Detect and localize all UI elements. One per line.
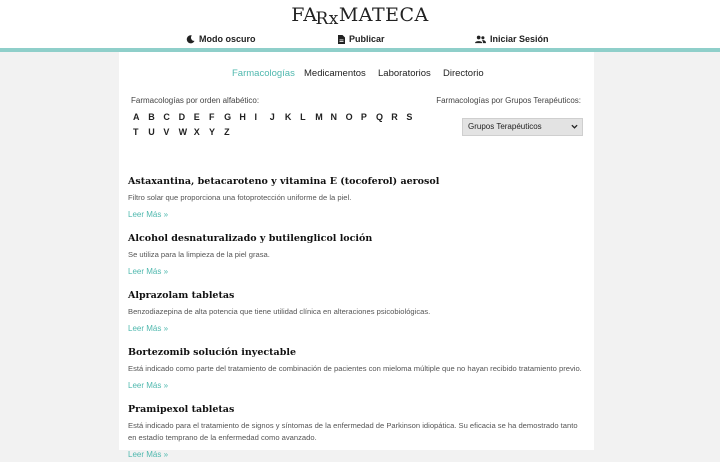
tab-laboratorios[interactable]: Laboratorios	[378, 68, 431, 79]
read-more-link[interactable]: Leer Más »	[128, 381, 169, 390]
letter-v[interactable]: V	[163, 127, 170, 137]
letter-d[interactable]: D	[178, 112, 186, 122]
letter-f[interactable]: F	[208, 112, 215, 122]
letter-h[interactable]: H	[239, 112, 246, 122]
site-header	[0, 0, 720, 52]
publish-button[interactable]	[338, 34, 385, 44]
tab-medicamentos[interactable]: Medicamentos	[304, 68, 366, 79]
login-button[interactable]	[475, 34, 549, 44]
letter-u[interactable]: U	[148, 127, 155, 137]
letter-c[interactable]: C	[163, 112, 170, 122]
entry-title[interactable]: Pramipexol tabletas	[128, 404, 235, 415]
letter-o[interactable]: O	[345, 112, 353, 122]
logo-rx-mark: Rx	[315, 9, 339, 29]
entry-title[interactable]: Astaxantina, betacaroteno y vitamina E (tocoferol) aerosol	[128, 176, 440, 187]
main-content	[119, 52, 594, 459]
letter-t[interactable]: T	[133, 127, 139, 137]
login-label: Iniciar Sesión	[490, 34, 549, 44]
alphabet-index	[133, 112, 433, 142]
users-icon	[475, 35, 486, 44]
letter-j[interactable]: J	[269, 112, 275, 122]
letter-w[interactable]: W	[178, 127, 188, 137]
letter-e[interactable]: E	[193, 112, 200, 122]
group-filter-label: Farmacologías por Grupos Terapéuticos:	[436, 96, 581, 105]
alphabet-row-1	[133, 112, 433, 126]
moon-icon	[186, 35, 195, 44]
list-item	[128, 347, 588, 393]
letter-x[interactable]: X	[193, 127, 200, 137]
entry-description: Benzodiazepina de alta potencia que tiene utilidad clínica en alteraciones psicobiológicas.	[128, 307, 431, 316]
letter-z[interactable]: Z	[224, 127, 230, 137]
read-more-link[interactable]: Leer Más »	[128, 210, 169, 219]
list-item	[128, 176, 588, 222]
read-more-link[interactable]: Leer Más »	[128, 450, 169, 459]
entry-title[interactable]: Bortezomib solución inyectable	[128, 347, 296, 358]
letter-a[interactable]: A	[133, 112, 140, 122]
entry-title[interactable]: Alprazolam tabletas	[128, 290, 235, 301]
alphabet-row-2	[133, 127, 433, 141]
alphabet-filter-label: Farmacologías por orden alfabético:	[131, 96, 260, 105]
letter-i[interactable]: I	[254, 112, 258, 122]
tab-farmacologias[interactable]: Farmacologías	[232, 68, 295, 79]
letter-p[interactable]: P	[360, 112, 367, 122]
letter-y[interactable]: Y	[208, 127, 215, 137]
list-item	[128, 233, 588, 279]
entry-description: Está indicado para el tratamiento de signos y síntomas de la enfermedad de Parkinson idiopática. Su eficacia se ha demostrado tanto en estadío temprano de la enfermedad como avanzado.	[128, 421, 578, 442]
therapeutic-group-select[interactable]	[462, 118, 583, 136]
read-more-link[interactable]: Leer Más »	[128, 267, 169, 276]
chevron-down-icon	[571, 123, 578, 130]
logo-text-end: MATECA	[338, 4, 429, 26]
letter-l[interactable]: L	[300, 112, 306, 122]
entry-description: Está indicado como parte del tratamiento de combinación de pacientes con mieloma múltiple que no hayan recibido tratamiento previo.	[128, 364, 582, 373]
entry-title[interactable]: Alcohol desnaturalizado y butilenglicol loción	[128, 233, 373, 244]
letter-r[interactable]: R	[391, 112, 398, 122]
document-icon	[338, 35, 345, 44]
letter-s[interactable]: S	[406, 112, 413, 122]
letter-q[interactable]: Q	[376, 112, 384, 122]
letter-g[interactable]: G	[224, 112, 232, 122]
letter-m[interactable]: M	[315, 112, 323, 122]
letter-k[interactable]: K	[284, 112, 292, 122]
category-tabs	[119, 68, 594, 82]
list-item	[128, 404, 588, 462]
entry-description: Filtro solar que proporciona una fotoprotección uniforme de la piel.	[128, 193, 352, 202]
logo-text-start: FA	[291, 4, 318, 26]
dark-mode-toggle[interactable]	[186, 34, 256, 44]
read-more-link[interactable]: Leer Más »	[128, 324, 169, 333]
dark-mode-label: Modo oscuro	[199, 34, 256, 44]
entry-description: Se utiliza para la limpieza de la piel grasa.	[128, 250, 270, 259]
letter-b[interactable]: B	[148, 112, 155, 122]
list-item	[128, 290, 588, 336]
letter-n[interactable]: N	[330, 112, 337, 122]
tab-directorio[interactable]: Directorio	[443, 68, 484, 79]
publish-label: Publicar	[349, 34, 385, 44]
select-value: Grupos Terapéuticos	[468, 122, 542, 131]
site-logo[interactable]	[0, 4, 720, 29]
